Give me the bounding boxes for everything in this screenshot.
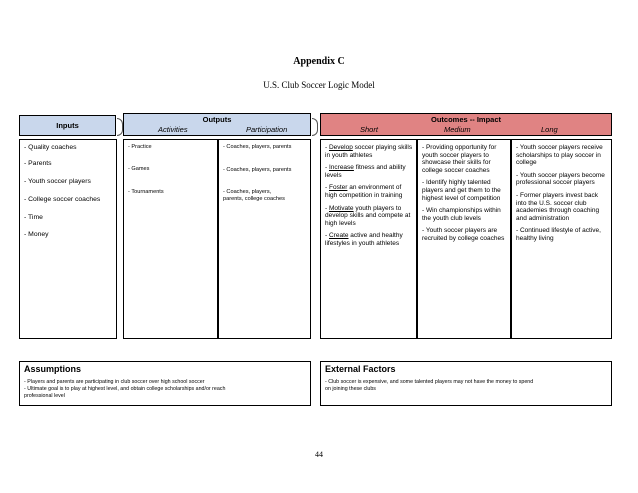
assumptions-panel xyxy=(19,361,311,406)
short-item: - Develop soccer playing skills in youth athletes xyxy=(325,144,413,159)
external-factors-panel xyxy=(320,361,612,406)
inputs-header-label: Inputs xyxy=(56,121,79,130)
medium-item: - Providing opportunity for youth soccer players to showcase their skills for college soccer coaches xyxy=(422,144,497,174)
outcomes-header xyxy=(320,113,612,136)
connector-arrow-icon xyxy=(312,118,318,136)
assumption-line: professional level xyxy=(24,393,65,399)
inputs-item: - Money xyxy=(24,231,49,238)
medium-label: Medium xyxy=(444,125,471,134)
medium-item: - Youth soccer players are recruited by college coaches xyxy=(422,227,505,242)
outputs-header xyxy=(123,113,311,136)
external-factor-line: on joining these clubs xyxy=(325,386,376,392)
inputs-item: - College soccer coaches xyxy=(24,196,101,203)
outcomes-medium-panel xyxy=(417,139,511,339)
short-list xyxy=(325,144,415,253)
long-item: - Youth soccer players receive scholarships to play soccer in college xyxy=(516,144,603,167)
assumption-line: - Ultimate goal is to play at highest level, and obtain college scholarships and/or reach xyxy=(24,386,226,392)
long-item: - Continued lifestyle of active, healthy living xyxy=(516,227,601,242)
assumption-line: - Players and parents are participating in club soccer over high school soccer xyxy=(24,379,205,385)
medium-item: - Win championships within the youth club levels xyxy=(422,207,501,222)
outcomes-short-panel xyxy=(320,139,417,339)
participation-item: - Coaches, players, parents xyxy=(223,144,292,150)
external-factor-line: - Club soccer is expensive, and some talented players may not have the money to spend xyxy=(325,379,534,385)
medium-item: - Identify highly talented players and get them to the highest level of competition xyxy=(422,179,501,202)
long-label: Long xyxy=(541,125,558,134)
activity-item: - Games xyxy=(128,166,150,172)
external-factors-header: External Factors xyxy=(325,364,396,374)
outcomes-header-label: Outcomes -- Impact xyxy=(430,115,501,124)
activity-item: - Tournaments xyxy=(128,189,164,195)
short-item: - Increase fitness and ability levels xyxy=(325,164,406,179)
participation-item: - Coaches, players, xyxy=(223,189,272,195)
medium-list xyxy=(422,144,509,248)
long-item: - Former players invest back into the U.S. soccer club academies through coaching and administration xyxy=(516,191,600,222)
short-item: - Foster an environment of high competition in training xyxy=(325,184,403,199)
participation-label: Participation xyxy=(246,125,288,134)
outputs-activities-panel xyxy=(123,139,218,339)
activity-item: - Practice xyxy=(128,144,152,150)
appendix-title: Appendix C xyxy=(293,56,345,67)
short-label: Short xyxy=(360,125,378,134)
document-subtitle: U.S. Club Soccer Logic Model xyxy=(263,80,375,90)
assumptions-header: Assumptions xyxy=(24,364,82,374)
participation-item: parents, college coaches xyxy=(223,196,285,202)
outputs-header-label: Outputs xyxy=(202,115,232,124)
short-item: - Create active and healthy lifestyles in youth athletes xyxy=(325,232,403,247)
activities-label: Activities xyxy=(158,125,188,134)
long-item: - Youth soccer players become professional soccer players xyxy=(516,171,605,187)
inputs-item: - Time xyxy=(24,214,43,221)
outputs-participation-panel xyxy=(218,139,311,339)
inputs-item: - Parents xyxy=(24,160,52,167)
inputs-header xyxy=(19,115,116,136)
inputs-panel xyxy=(19,139,117,339)
page-number: 44 xyxy=(315,450,323,459)
long-list xyxy=(516,144,610,248)
participation-item: - Coaches, players, parents xyxy=(223,167,292,173)
inputs-item: - Quality coaches xyxy=(24,144,77,151)
inputs-item: - Youth soccer players xyxy=(24,178,91,185)
short-item: - Motivate youth players to develop skills and compete at high levels xyxy=(325,204,411,227)
outcomes-long-panel xyxy=(511,139,612,339)
